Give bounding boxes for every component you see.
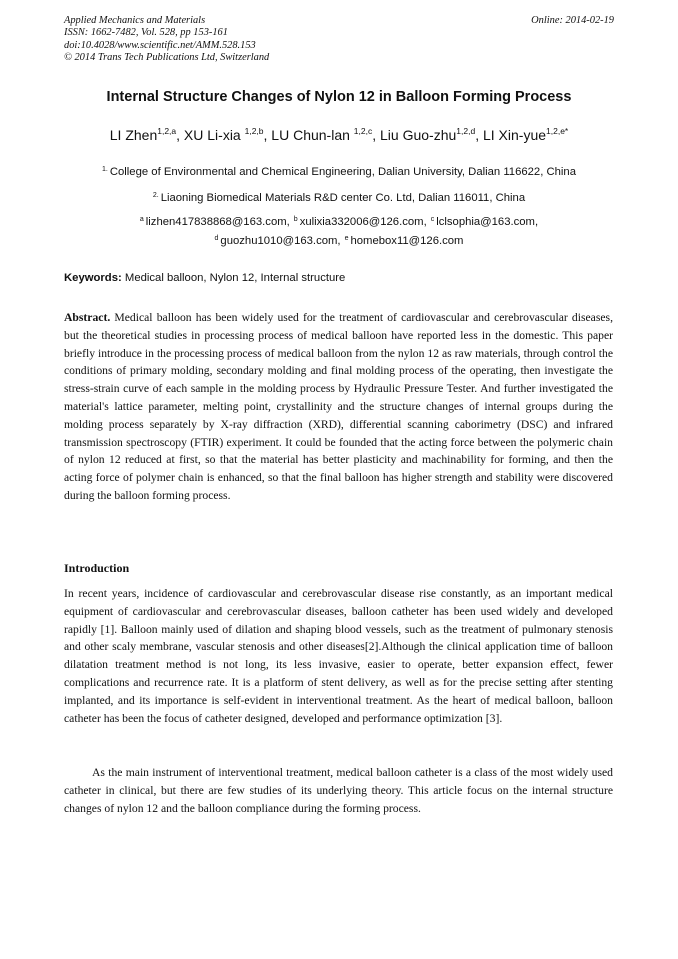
email-address: lizhen417838868@163.com, bbox=[145, 216, 290, 228]
author-affiliation-mark: 1,2,a bbox=[157, 126, 177, 136]
body-paragraph: In recent years, incidence of cardiovascular and cerebrovascular disease rise constantly, as an important medical equipment of cardiovascular and cerebrovascular diseases, balloon catheter has been used widely and developed rapidly [1]. Balloon mainly used of dilation and shaping blood vessels, such as the treatment of pulmonary stenosis and other scaly membrane, vascular stenosis and other diseases[2].Although the clinical application time of balloon dilatation treatment method is not long, its less invasive, easier to operate, better expansion effect, fewer complications and recurrence rate. It is a platform of stent delivery, as well as for the precise setting after stenting implanted, and its importance is self-evident in interventional treatment. As the heart of medical balloon, balloon catheter has been the focus of catheter designed, developed and performance optimization [3]. bbox=[64, 587, 613, 725]
doi-line: doi:10.4028/www.scientific.net/AMM.528.153 bbox=[64, 39, 256, 51]
author-name: Liu Guo-zhu bbox=[380, 127, 457, 143]
author-affiliation-mark: 1,2,b bbox=[244, 126, 264, 136]
journal-name: Applied Mechanics and Materials bbox=[64, 15, 206, 26]
email-mark: a bbox=[139, 216, 144, 223]
body-paragraph: As the main instrument of interventional treatment, medical balloon catheter is a class of the most widely used catheter in clinical, but there are few studies of its underlying theory. This article focus on the internal structure changes of nylon 12 and the balloon compliance during the forming process. bbox=[64, 766, 613, 815]
email-mark: d bbox=[214, 235, 219, 242]
affiliation-mark: 2. bbox=[152, 192, 159, 199]
author-affiliation-mark: 1,2,e* bbox=[546, 126, 569, 136]
affiliation-text: Liaoning Biomedical Materials R&D center Co. Ltd, Dalian 116011, China bbox=[160, 192, 526, 204]
author-name: LI Zhen bbox=[109, 127, 158, 143]
affiliation-text: College of Environmental and Chemical Engineering, Dalian University, Dalian 116622, China bbox=[109, 166, 576, 178]
keywords bbox=[64, 272, 345, 284]
author-name: LU Chun-lan bbox=[271, 127, 350, 143]
copyright-line: © 2014 Trans Tech Publications Ltd, Switzerland bbox=[64, 51, 270, 63]
abstract-label: Abstract. bbox=[64, 311, 111, 324]
keywords-label: Keywords: bbox=[64, 272, 122, 284]
journal-header bbox=[64, 15, 269, 64]
author-list: LI Zhen$^{1,2,a}$, XU Li-xia $^{1,2,b}$, LU Chun-lan $^{1,2,c}$, Liu Guo-zhu$^{1,2,d}$, LI Xin-yue$^{1,2,e*}$ bbox=[109, 126, 569, 143]
email-mark: e bbox=[344, 235, 349, 242]
affiliation-mark: 1. bbox=[102, 166, 108, 173]
author-affiliation-mark: 1,2,c bbox=[353, 126, 373, 136]
affiliation bbox=[0, 192, 678, 204]
affiliation bbox=[0, 166, 678, 178]
issn-line: ISSN: 1662-7482, Vol. 528, pp 153-161 bbox=[64, 27, 228, 39]
author-affiliation-mark: 1,2,d bbox=[456, 126, 476, 136]
abstract bbox=[64, 309, 613, 505]
email-address: homebox11@126.com bbox=[350, 235, 464, 247]
keywords-text: Medical balloon, Nylon 12, Internal structure bbox=[124, 272, 346, 284]
online-date: Online: 2014-02-19 bbox=[531, 15, 614, 26]
abstract-text: Medical balloon has been widely used for the treatment of cardiovascular and cerebrovascular diseases, but the theoretical studies in processing process of medical balloon have reported less in the domestic. This paper briefly introduce in the processing process of medical balloon from the nylon 12 as raw materials, through control the conditions of primary molding, secondary molding and final molding process of the operating, then investigate the stress-strain curve of each sample in the molding process by Hydraulic Pressure Tester. And further investigated the material's lattice parameter, melting point, crystallinity and the structure changes of internal groups during the molding process separately by X-ray diffraction (XRD), differential scanning caborimetry (DSC) and infrared transmission spectroscopy (FTIR) experiment. It could be founded that the acting force between the polymeric chain of nylon 12 reduced at first, so that the material has better plasticity and machinability for forming, and then the acting force of polymer chain is enhanced, so that the final balloon has higher strength and stability were discovered during the balloon forming process. bbox=[64, 311, 613, 502]
author-name: XU Li-xia bbox=[183, 127, 241, 143]
author-name: LI Xin-yue bbox=[482, 127, 547, 143]
email-address: guozhu1010@163.com, bbox=[220, 235, 341, 247]
email-mark: b bbox=[293, 216, 298, 223]
email-line bbox=[0, 216, 678, 228]
paper-title: Internal Structure Changes of Nylon 12 in Balloon Forming Process bbox=[106, 89, 572, 105]
email-address: lclsophia@163.com, bbox=[436, 216, 539, 228]
email-mark: c bbox=[430, 216, 435, 223]
section-heading: Introduction bbox=[64, 561, 130, 575]
email-address: xulixia332006@126.com, bbox=[299, 216, 427, 228]
email-line bbox=[0, 235, 678, 247]
